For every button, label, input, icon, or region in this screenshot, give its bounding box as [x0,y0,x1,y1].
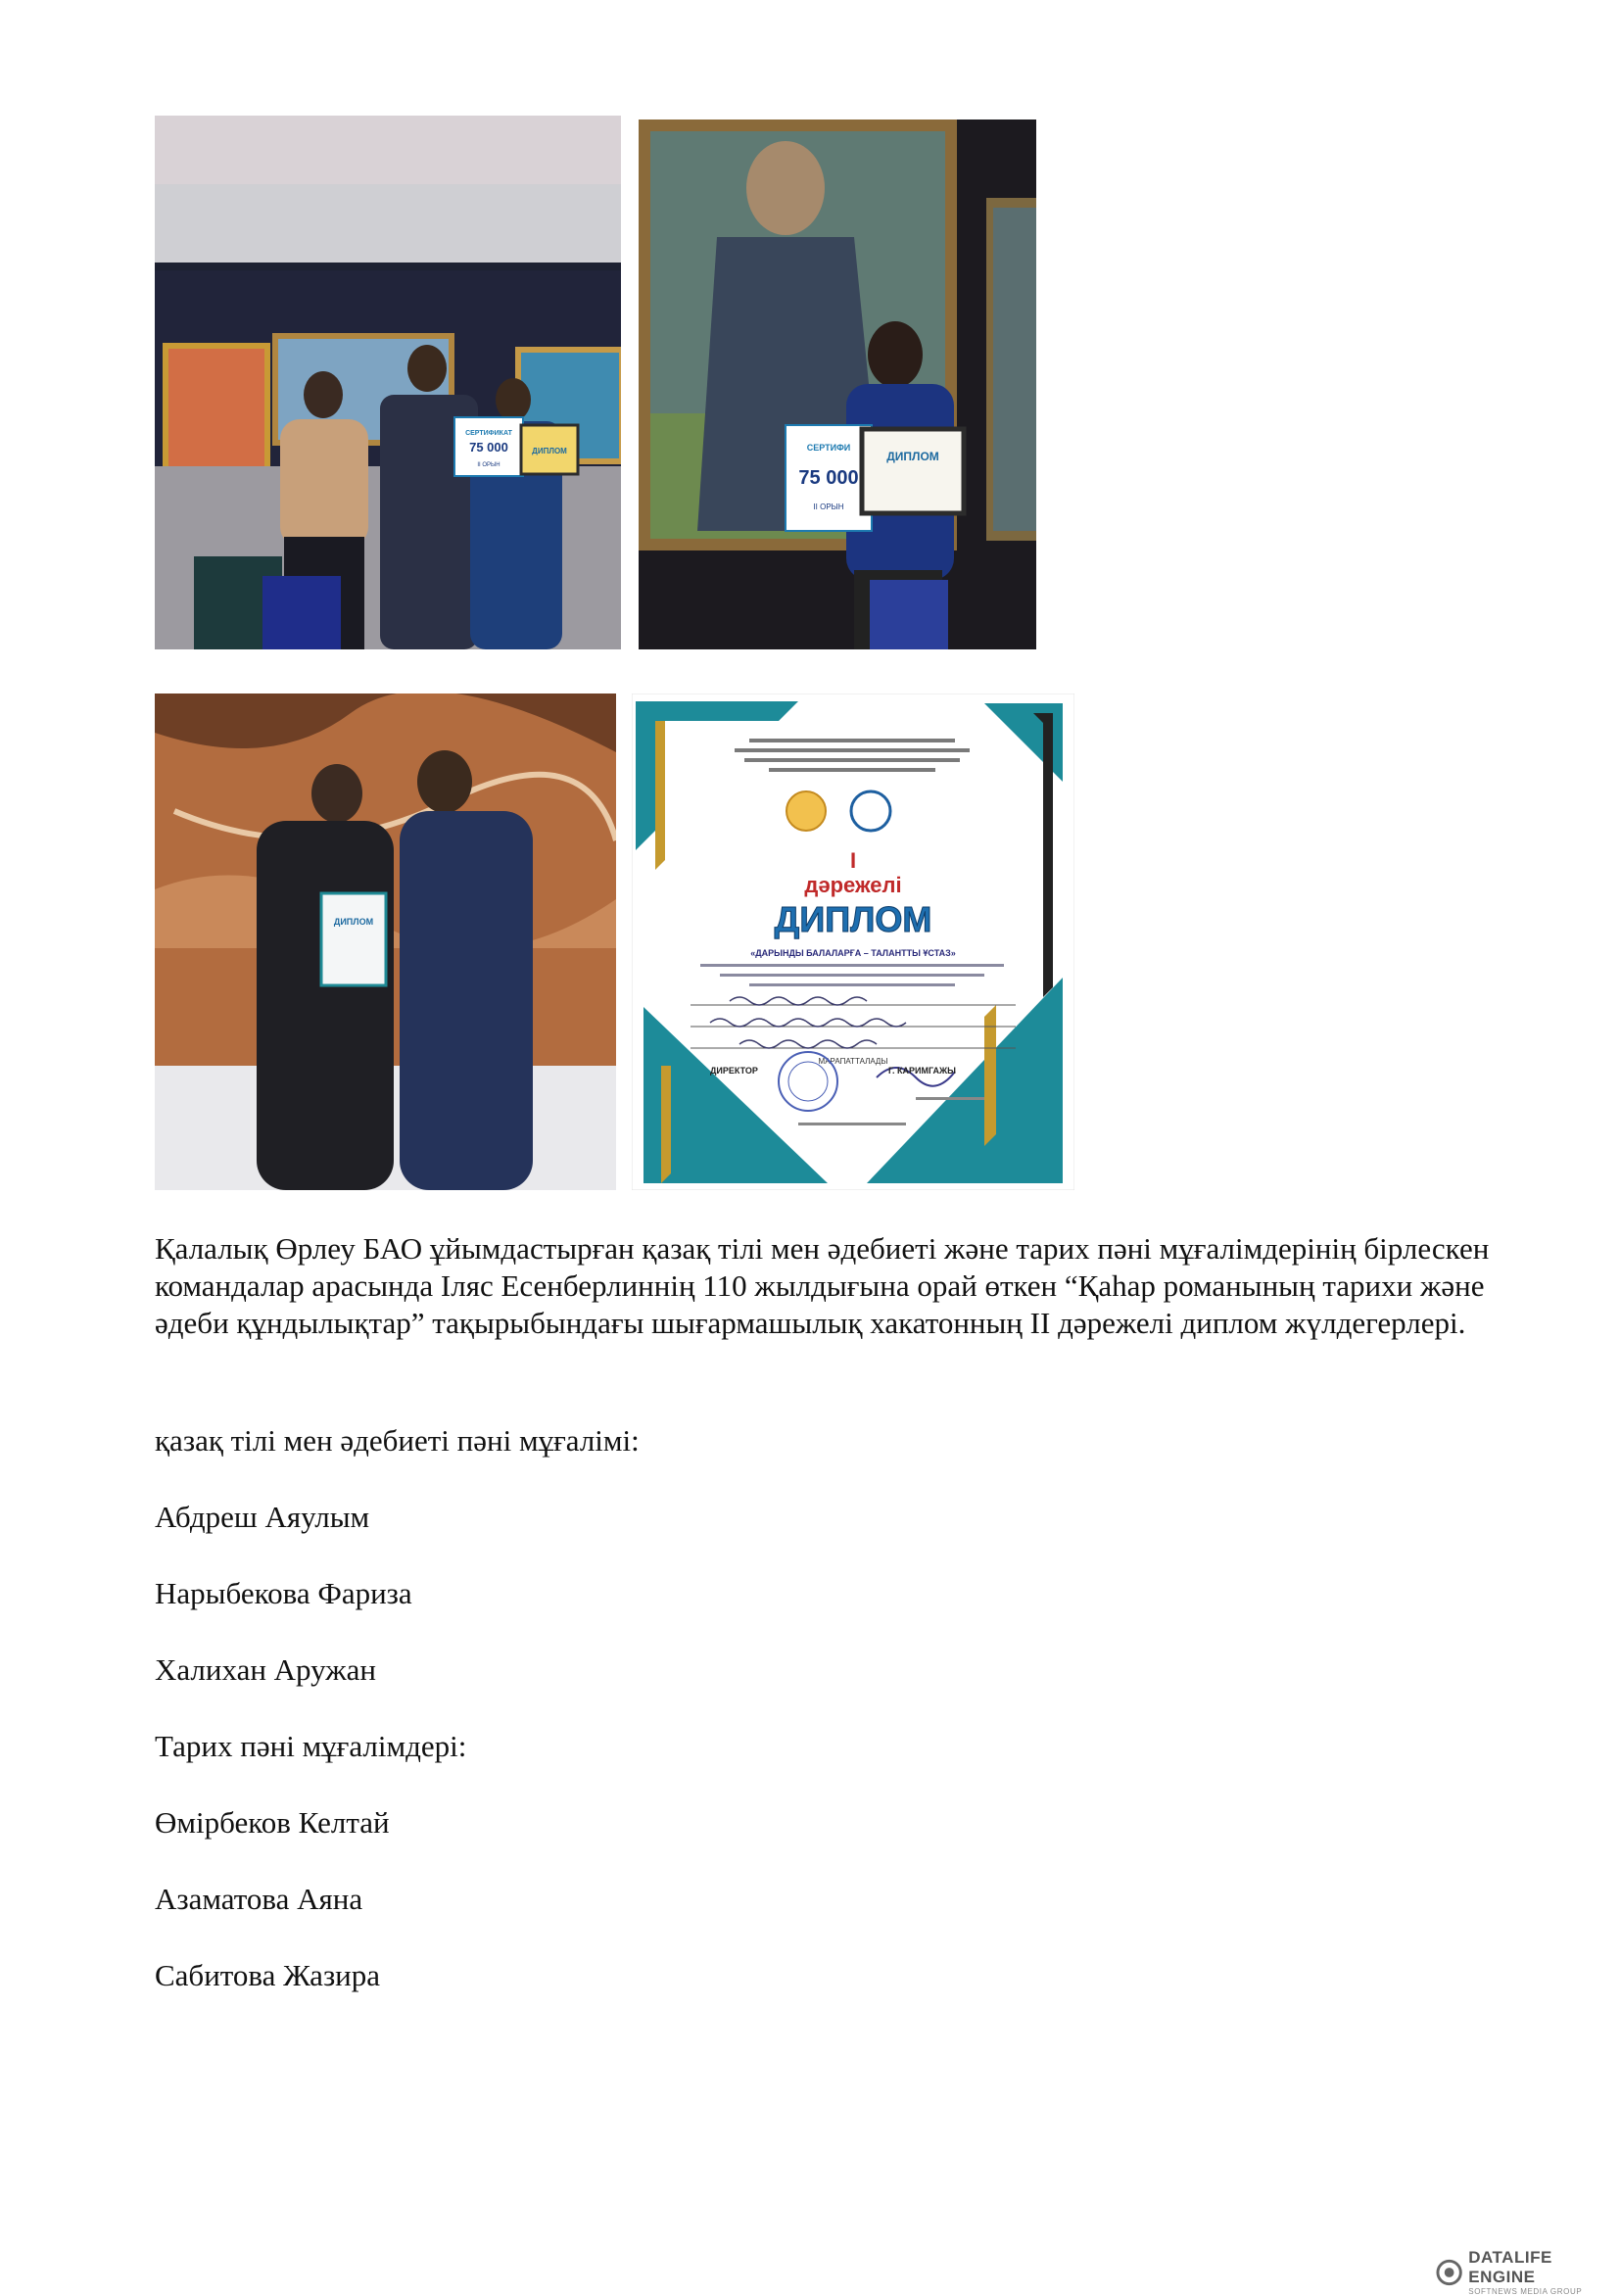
certificate-word: СЕРТИФИ [806,443,851,453]
group2-name-3: Сабитова Жазира [155,1958,381,1992]
director-label: ДИРЕКТОР [710,1066,758,1076]
article-intro: Қалалық Өрлеу БАО ұйымдастырған қазақ тілі мен әдебиеті және тарих пәні мұғалімдерінің бірлескен командалар арасында Іляс Есенберлиннің 110 жылдығына орай өткен “Қаһар романының тарихи және әдеби құндылықтар” тақырыбындағы шығармашылық хакатонның II дәрежелі диплом жүлдегерлері. [155,1231,1490,1340]
group1-name-3: Халихан Аружан [155,1652,377,1687]
certificate-amount: 75 000 [798,467,859,489]
diploma-title: ДИПЛОМ [774,899,932,939]
group1-name-1: Абдреш Аяулым [155,1500,370,1534]
photo-diploma-scan [632,694,1074,1190]
degree-word: дәрежелі [804,873,902,897]
datalife-logo-icon [1436,2259,1462,2286]
group2-name-1: Өмірбеков Келтай [155,1805,390,1840]
awarded-label: МАРАПАТТАЛАДЫ [818,1057,888,1066]
certificate-place: II ОРЫН [813,502,844,511]
photo-group-gallery [155,116,621,649]
certificate-place: II ОРЫН [477,462,500,468]
photo-girl-portrait [639,120,1036,649]
diploma-word: ДИПЛОМ [532,447,567,455]
diploma-word: ДИПЛОМ [886,450,939,463]
footer-brand: DATALIFE ENGINE [1468,2248,1552,2286]
footer-sub: SOFTNEWS MEDIA GROUP [1468,2287,1583,2296]
certificate-amount: 75 000 [469,440,508,454]
group1-name-2: Нарыбекова Фариза [155,1576,412,1610]
diploma-word: ДИПЛОМ [333,917,374,927]
footer-logo [1436,2248,1620,2296]
institution-logo-icon [851,791,890,831]
contest-title: «ДАРЫНДЫ БАЛАЛАРҒА – ТАЛАНТТЫ ҰСТАЗ» [750,948,956,958]
group1-heading: қазақ тілі мен әдебиеті пәні мұғалімі: [155,1423,640,1458]
director-name: Г. КАРИМГАЖЫ [888,1066,956,1076]
degree-roman: I [849,848,857,873]
group2-name-2: Азаматова Аяна [155,1882,363,1916]
certificate-word: СЕРТИФИКАТ [465,430,512,437]
photo-two-men-diploma [155,694,616,1190]
emblem-icon [786,791,826,831]
group2-heading: Тарих пәні мұғалімдері: [155,1729,467,1763]
